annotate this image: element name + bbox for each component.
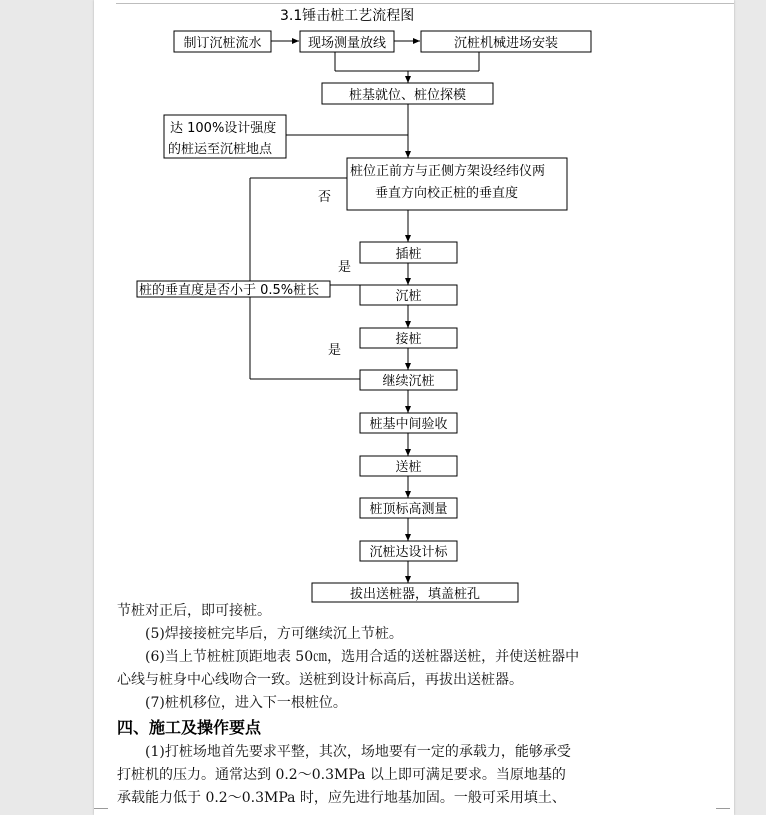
box-pile-transport-line1: 达 100%设计强度 — [170, 121, 277, 136]
paragraph-point-1-line2: 打桩机的压力。通常达到 0.2～0.3MPa 以上即可满足要求。当原地基的 — [117, 767, 566, 783]
paragraph-point-1-line1: (1)打桩场地首先要求平整，其次，场地要有一定的承载力，能够承受 — [145, 744, 571, 760]
paragraph-step-6-line2: 心线与桩身中心线吻合一致。送桩到设计标高后，再拔出送桩器。 — [117, 672, 523, 688]
box-pile-transport-line2: 的桩运至沉桩地点 — [168, 142, 273, 157]
box-splice-pile-label: 接桩 — [395, 332, 422, 347]
box-insert-pile-label: 插桩 — [395, 247, 422, 262]
box-design-elevation-label: 沉桩达设计标 — [369, 545, 448, 560]
box-verticality-check-line1: 桩位正前方与正侧方架设经纬仪两 — [350, 164, 546, 179]
section-heading: 四、施工及操作要点 — [117, 718, 262, 737]
label-yes-2: 是 — [328, 343, 342, 358]
box-make-sequence-label: 制订沉桩流水 — [183, 36, 262, 51]
label-yes-1: 是 — [338, 260, 352, 275]
box-drive-pile-label: 沉桩 — [395, 289, 422, 304]
paragraph-step-5: (5)焊接接桩完毕后，方可继续沉上节桩。 — [145, 626, 403, 642]
body-text — [117, 600, 647, 810]
label-no: 否 — [318, 190, 332, 205]
paragraph-point-1-line3: 承载能力低于 0.2～0.3MPa 时，应先进行地基加固。一般可采用填土、 — [117, 790, 566, 806]
flowchart-title: 3.1锤击桩工艺流程图 — [280, 8, 415, 24]
paragraph-step-6-line1: (6)当上节桩桩顶距地表 50㎝，选用合适的送桩器送桩，并使送桩器中 — [145, 649, 580, 665]
paragraph-step-7: (7)桩机移位，进入下一根桩位。 — [145, 695, 347, 711]
box-survey-layout-label: 现场测量放线 — [307, 36, 387, 51]
box-top-elevation-label: 桩顶标高测量 — [369, 502, 448, 517]
box-pile-positioning-label: 桩基就位、桩位探模 — [348, 88, 467, 103]
box-continue-driving-label: 继续沉桩 — [382, 374, 435, 389]
box-verticality-check-line2: 垂直方向校正桩的垂直度 — [375, 186, 519, 201]
paragraph-splice-align: 节桩对正后，即可接桩。 — [117, 603, 271, 619]
box-remove-follower-label: 拔出送桩器，填盖桩孔 — [349, 587, 481, 602]
box-follower-driving-label: 送桩 — [395, 460, 422, 475]
box-verticality-question-label: 桩的垂直度是否小于 0.5%桩长 — [139, 283, 320, 298]
box-machine-install-label: 沉桩机械进场安装 — [453, 36, 559, 51]
box-intermediate-acceptance-label: 桩基中间验收 — [369, 417, 448, 432]
